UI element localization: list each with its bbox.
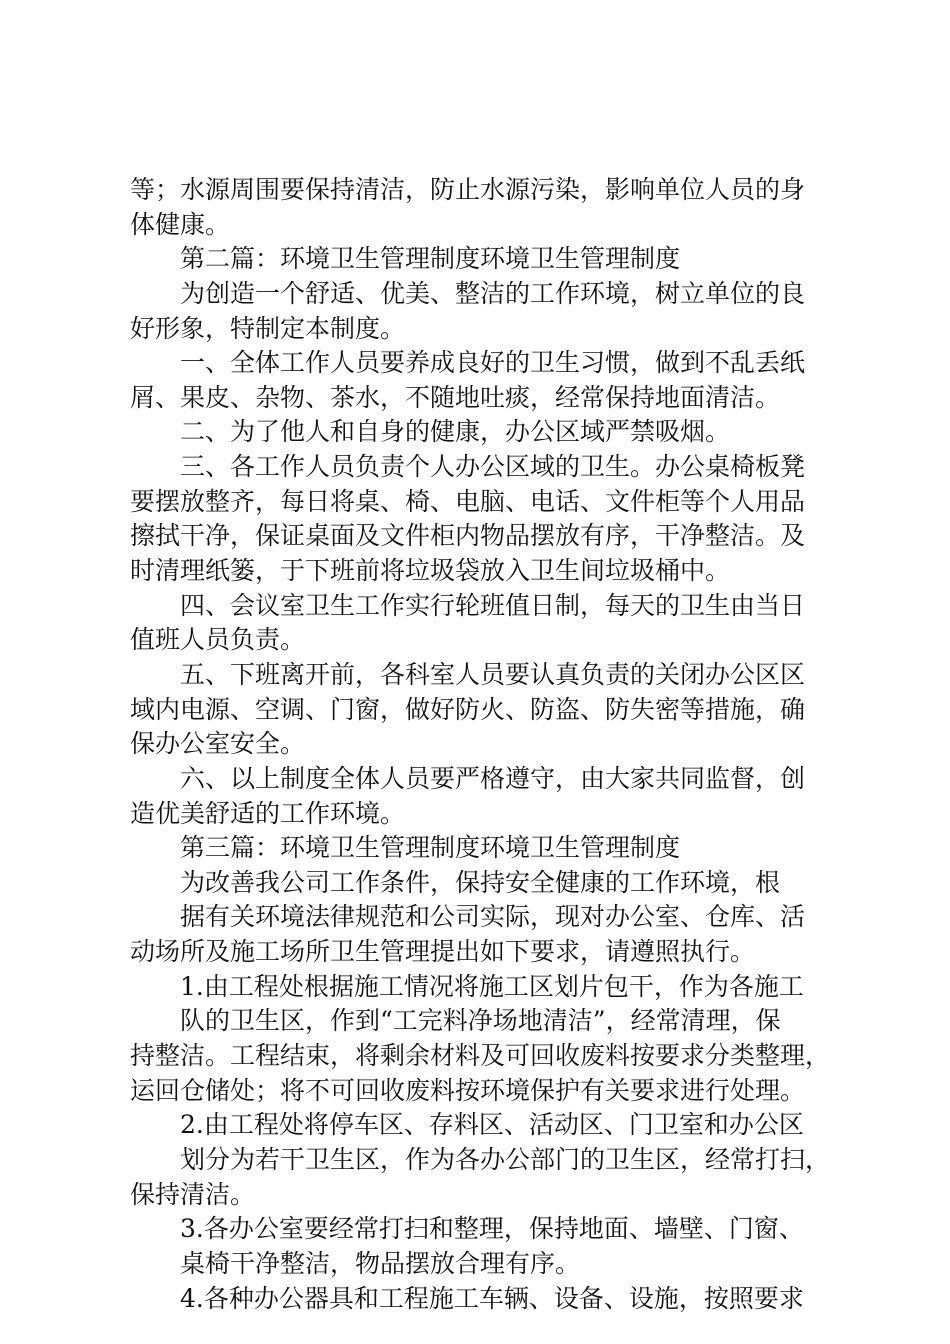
text-line: 保办公室安全。 xyxy=(130,729,306,759)
text-line: 运回仓储处；将不可回收废料按环境保护有关要求进行处理。 xyxy=(130,1075,806,1105)
text-line: 擦拭干净，保证桌面及文件柜内物品摆放有序，干净整洁。及 xyxy=(130,521,806,551)
text-line: 屑、果皮、杂物、茶水，不随地吐痰，经常保持地面清洁。 xyxy=(130,382,781,412)
text-line: 保持清洁。 xyxy=(130,1179,256,1209)
text-line: 据有关环境法律规范和公司实际，现对办公室、仓库、活 xyxy=(180,902,806,932)
text-line: 要摆放整齐，每日将桌、椅、电脑、电话、文件柜等个人用品 xyxy=(130,486,806,516)
document-body xyxy=(130,173,840,1316)
text-line: 三、各工作人员负责个人办公区域的卫生。办公桌椅板凳 xyxy=(180,452,806,482)
text-line: 2.由工程处将停车区、存料区、活动区、门卫室和办公区 xyxy=(180,1110,804,1140)
text-line: 第三篇：环境卫生管理制度环境卫生管理制度 xyxy=(180,833,681,863)
text-line: 二、为了他人和自身的健康，办公区域严禁吸烟。 xyxy=(180,417,731,447)
text-line: 为创造一个舒适、优美、整洁的工作环境，树立单位的良 xyxy=(180,278,806,308)
text-line: 动场所及施工场所卫生管理提出如下要求，请遵照执行。 xyxy=(130,937,756,967)
text-line: 持整洁。工程结束，将剩余材料及可回收废料按要求分类整理， xyxy=(130,1041,831,1071)
text-line: 桌椅干净整洁，物品摆放合理有序。 xyxy=(180,1248,581,1278)
text-line: 域内电源、空调、门窗，做好防火、防盗、防失密等措施，确 xyxy=(130,694,806,724)
text-line: 好形象，特制定本制度。 xyxy=(130,313,406,343)
text-line: 4.各种办公器具和工程施工车辆、设备、设施，按照要求 xyxy=(180,1283,804,1313)
text-line: 等；水源周围要保持清洁，防止水源污染，影响单位人员的身 xyxy=(130,175,806,204)
text-line: 值班人员负责。 xyxy=(130,625,306,655)
text-line: 第二篇：环境卫生管理制度环境卫生管理制度 xyxy=(180,244,681,274)
text-line: 划分为若干卫生区，作为各办公部门的卫生区，经常打扫， xyxy=(180,1144,831,1174)
text-line: 六、以上制度全体人员要严格遵守，由大家共同监督，创 xyxy=(180,763,806,793)
text-line: 四、会议室卫生工作实行轮班值日制，每天的卫生由当日 xyxy=(180,590,806,620)
text-line: 1.由工程处根据施工情况将施工区划片包干，作为各施工 xyxy=(180,971,804,1001)
text-line: 时清理纸篓，于下班前将垃圾袋放入卫生间垃圾桶中。 xyxy=(130,556,731,586)
text-line: 五、下班离开前，各科室人员要认真负责的关闭办公区区 xyxy=(180,659,806,689)
text-line: 3.各办公室要经常打扫和整理，保持地面、墙壁、门窗、 xyxy=(180,1214,804,1244)
text-line: 为改善我公司工作条件，保持安全健康的工作环境，根 xyxy=(180,867,781,897)
text-line: 体健康。 xyxy=(130,209,231,239)
text-line: 一、全体工作人员要养成良好的卫生习惯，做到不乱丢纸 xyxy=(180,348,806,378)
text-line: 造优美舒适的工作环境。 xyxy=(130,798,406,828)
text-line: 队的卫生区，作到“工完料净场地清洁”，经常清理，保 xyxy=(180,1006,781,1036)
